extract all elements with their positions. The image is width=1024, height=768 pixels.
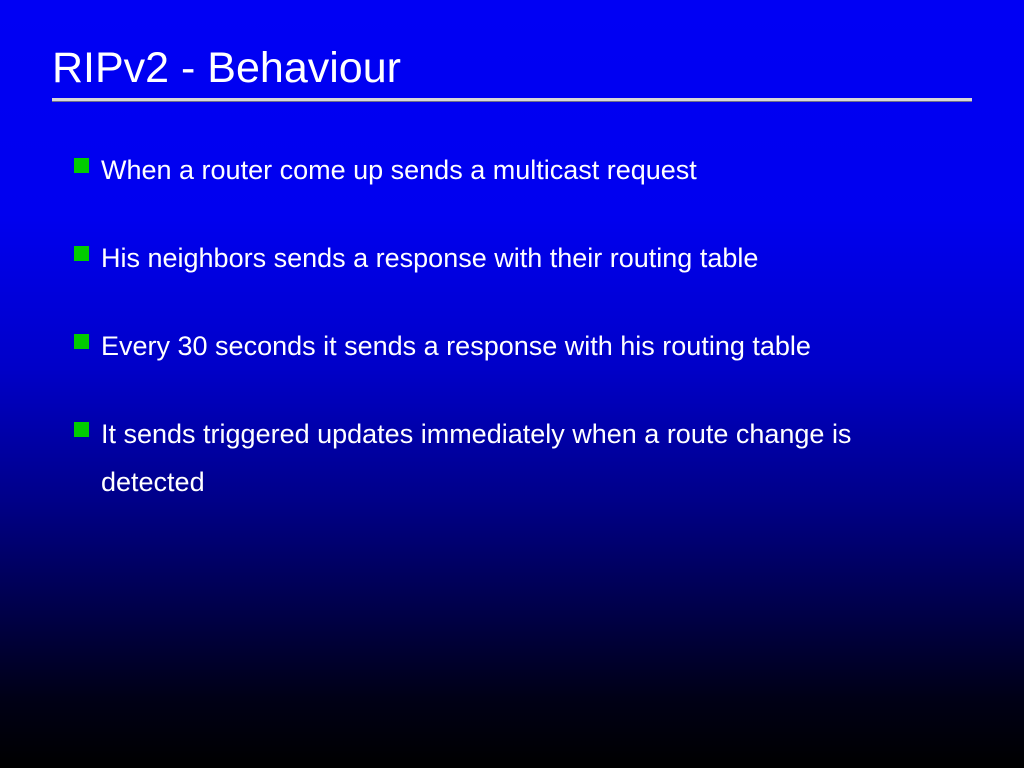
square-bullet-icon [74,422,89,437]
square-bullet-icon [74,246,89,261]
bullet-text: It sends triggered updates immediately when a route change is detected [101,419,852,497]
bullet-text: Every 30 seconds it sends a response with his routing table [101,331,811,361]
square-bullet-icon [74,334,89,349]
page-title: RIPv2 - Behaviour [52,44,401,92]
square-bullet-icon [74,158,89,173]
bullet-text: When a router come up sends a multicast request [101,155,697,185]
slide-title-block [52,42,972,101]
bullet-text: His neighbors sends a response with their routing table [101,243,759,273]
title-divider [52,98,972,101]
slide-body [74,146,954,546]
list-item [74,410,954,506]
list-item [74,146,954,194]
list-item [74,234,954,282]
list-item [74,322,954,370]
